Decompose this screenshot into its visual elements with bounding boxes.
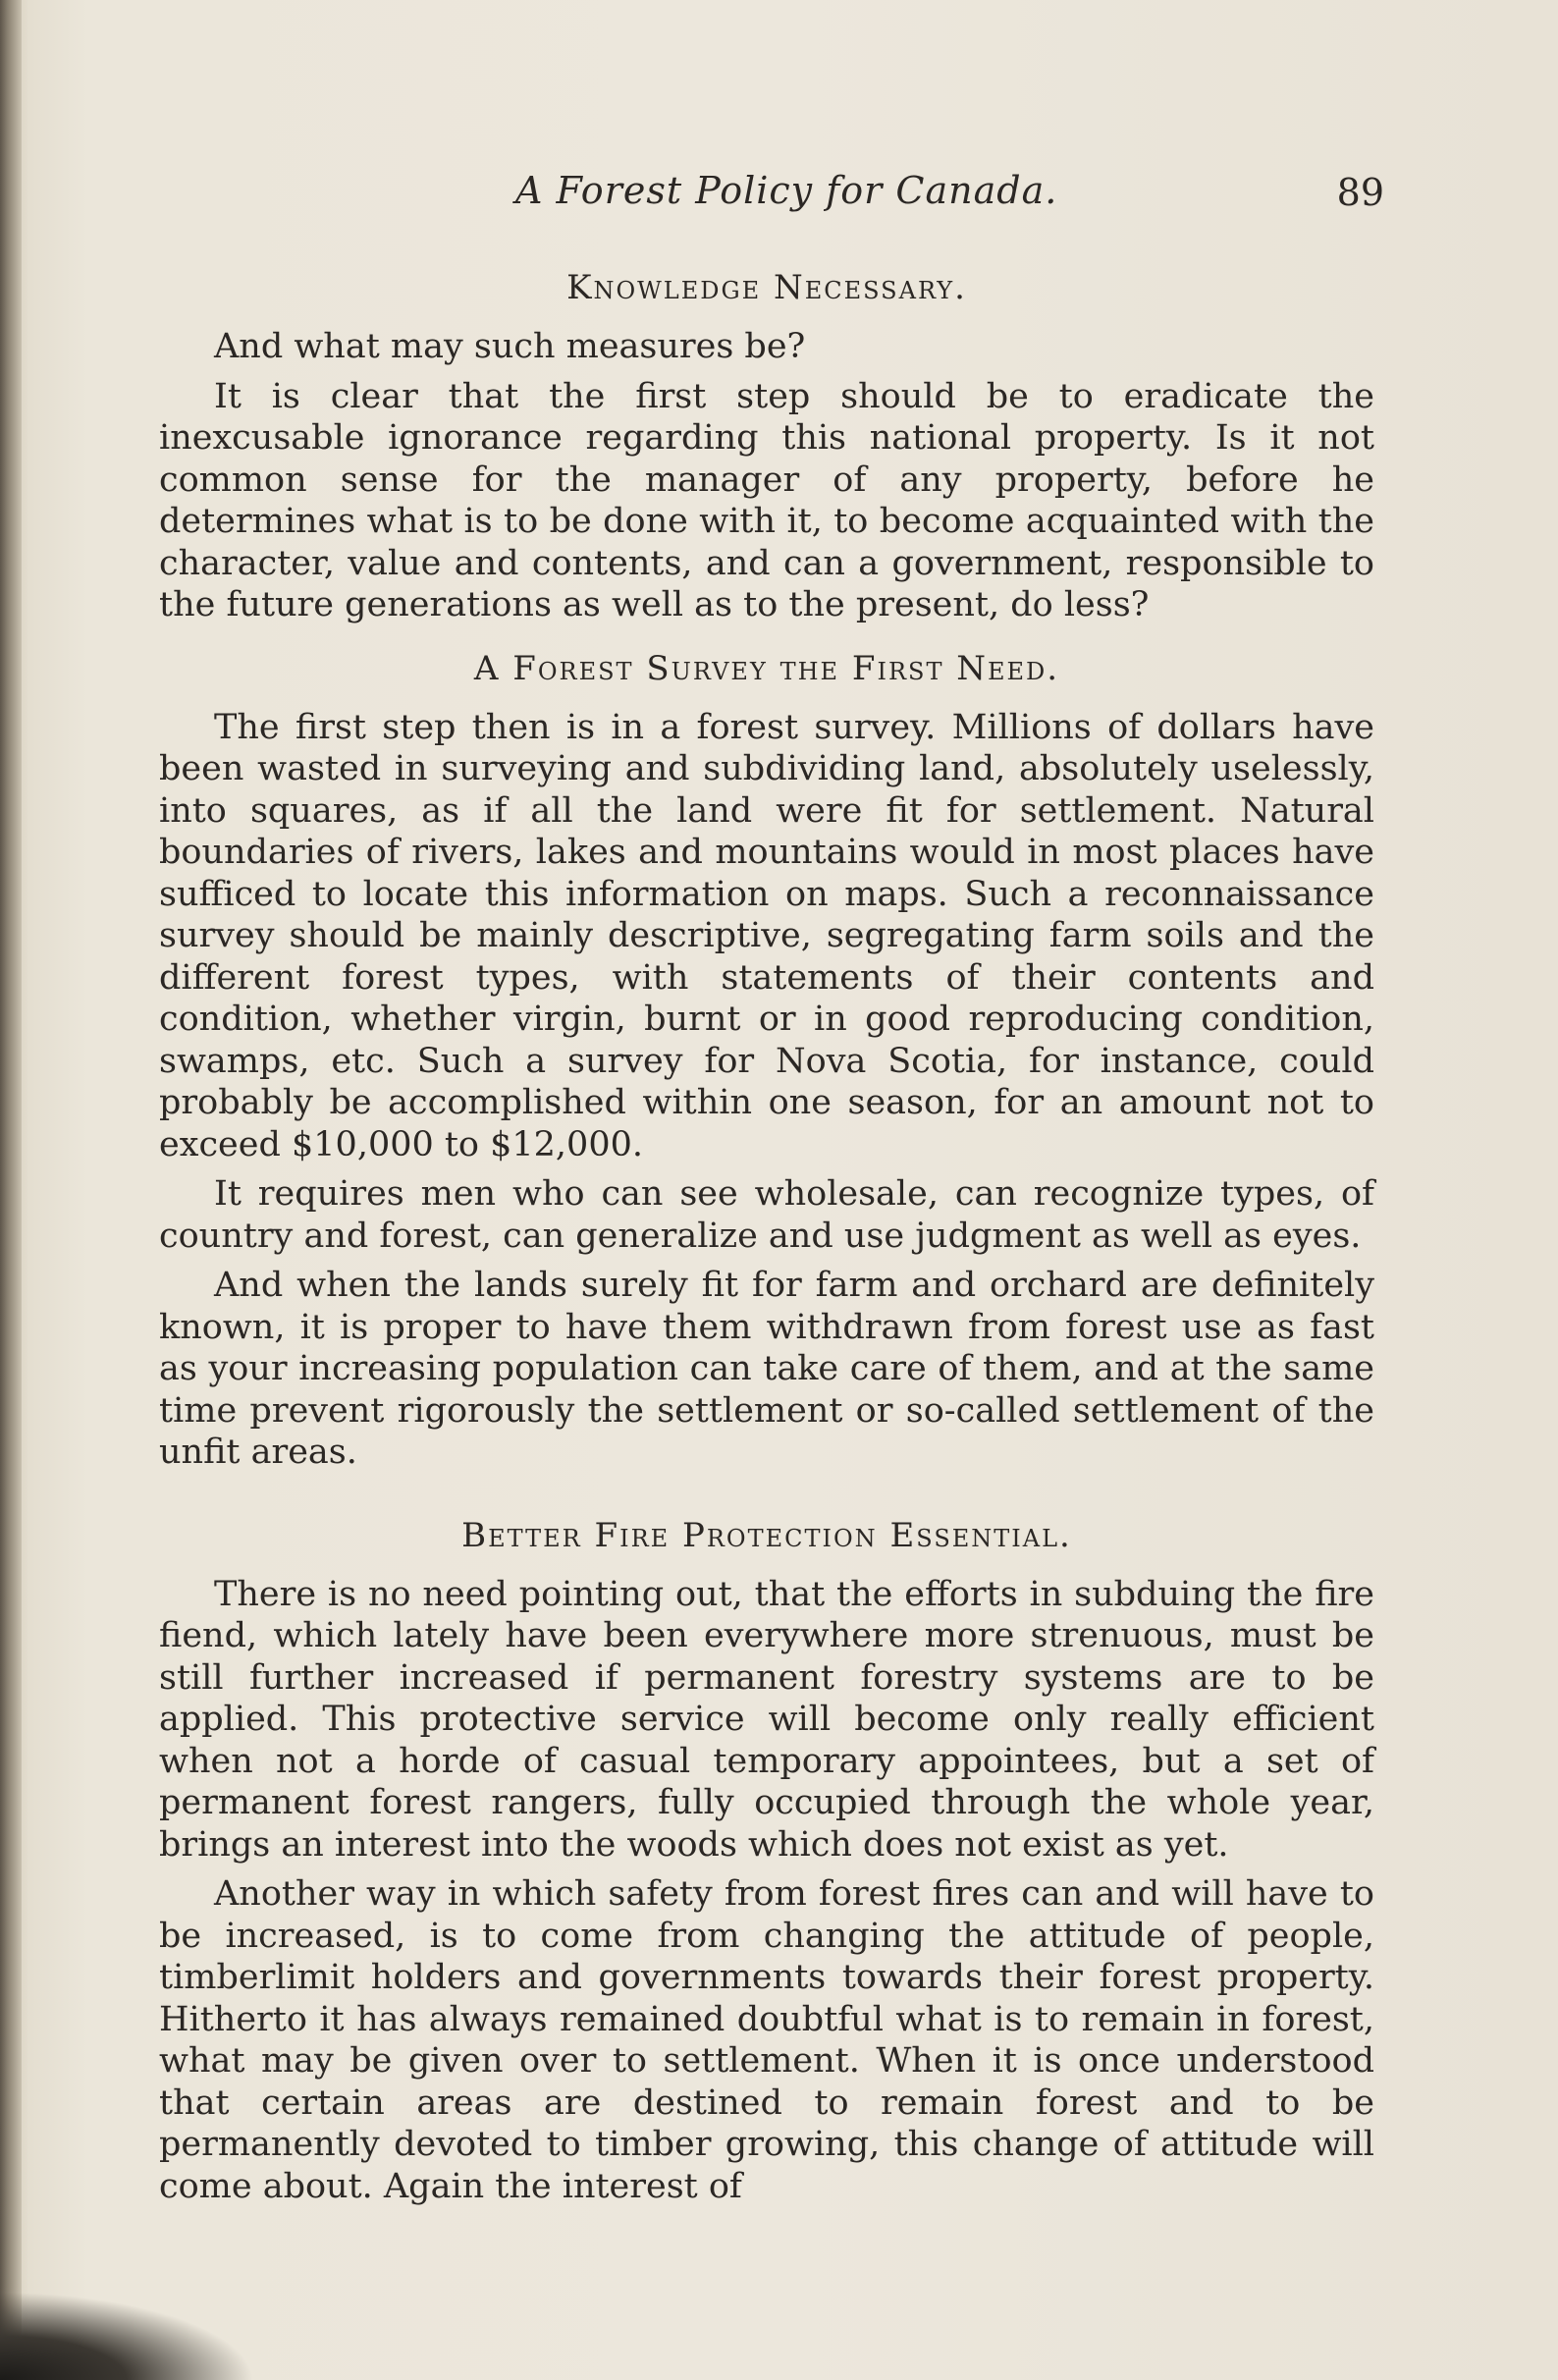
paragraph: Another way in which safety from forest fires can and will have to be increased, is to come from changing the attitude of people, timberlimit holders and governments towards their forest property. Hitherto it has always remained doubtful what is to remain in forest, what may be given over to settlement. When it is once understood that certain areas are destined to remain forest and to be permanently devoted to timber growing, this change of attitude will come about. Again the interest of: [159, 1874, 1374, 2206]
section-heading: Knowledge Necessary.: [566, 268, 967, 307]
section-heading: A Forest Survey the First Need.: [473, 648, 1060, 688]
paragraph: And what may such measures be?: [214, 327, 806, 366]
paragraph: It requires men who can see wholesale, can recognize types, of country and forest, can generalize and use judgment as well as eyes.: [159, 1174, 1374, 1256]
paragraph: It is clear that the first step should be to eradicate the inexcusable ignorance regarding this national property. Is it not common sense for the manager of any property, before he determines what is to be done with it, to become acquainted with the character, value and contents, and can a government, responsible to the future generations as well as to the present, do less?: [159, 376, 1374, 624]
running-title: A Forest Policy for Canada.: [515, 169, 1058, 212]
corner-shadow: [0, 2292, 255, 2380]
paragraph: And when the lands surely fit for farm and orchard are definitely known, it is proper to have them withdrawn from forest use as fast as your increasing population can take care of them, and at the same time prevent rigorously the settlement or so-called settlement of the unfit areas.: [159, 1266, 1374, 1472]
paragraph: The first step then is in a forest survey. Millions of dollars have been wasted in surveying and subdividing land, absolutely uselessly, into squares, as if all the land were fit for settlement. Natural boundaries of rivers, lakes and mountains would in most places have sufficed to locate this information on maps. Such a reconnaissance survey should be mainly descriptive, segregating farm soils and the different forest types, with statements of their contents and condition, whether virgin, burnt or in good reproducing condition, swamps, etc. Such a survey for Nova Scotia, for instance, could probably be accomplished within one season, for an amount not to exceed $10,000 to $12,000.: [159, 707, 1374, 1164]
paragraph: There is no need pointing out, that the efforts in subduing the fire fiend, which lately have been everywhere more strenuous, must be still further increased if permanent forestry systems are to be applied. This protective service will become only really efficient when not a horde of casual temporary appointees, but a set of permanent forest rangers, fully occupied through the whole year, brings an interest into the woods which does not exist as yet.: [159, 1574, 1374, 1865]
running-header: [157, 169, 1384, 228]
section-heading: Better Fire Protection Essential.: [461, 1515, 1072, 1555]
page-number: 89: [1336, 171, 1384, 214]
book-spine-shadow: [0, 0, 22, 2380]
page-body: [159, 257, 1374, 2207]
